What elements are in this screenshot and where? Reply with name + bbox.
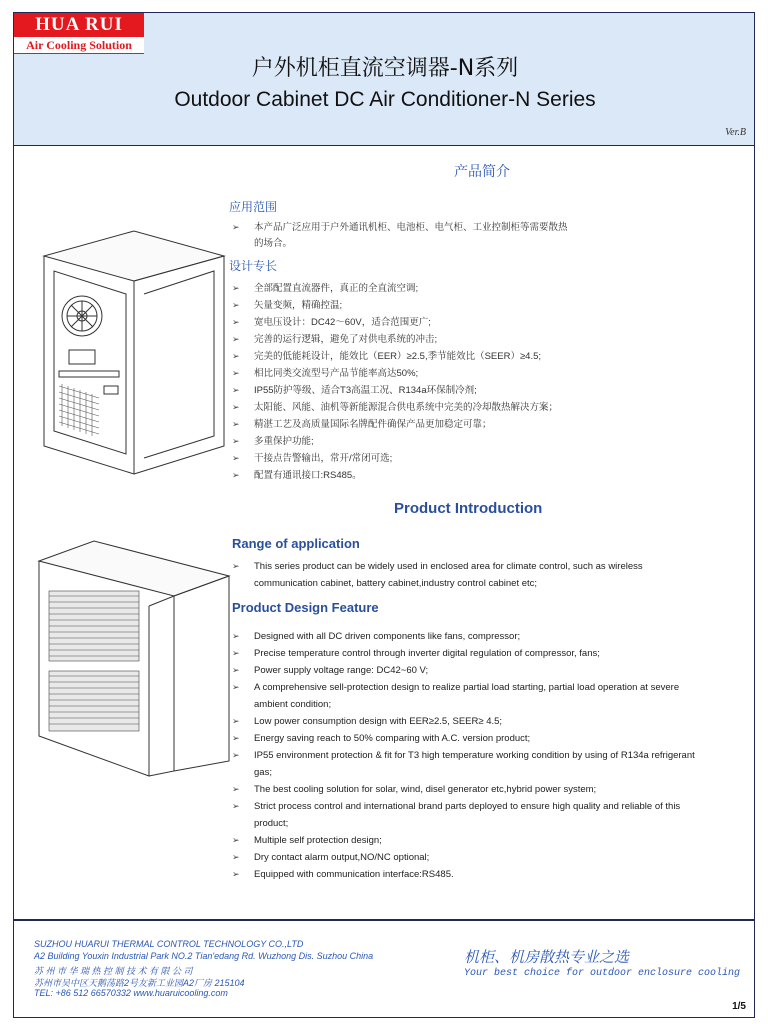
content-area	[13, 146, 755, 920]
bullet-arrow-icon: ➢	[232, 561, 240, 571]
list-item: ➢ Power supply voltage range: DC42~60 V;	[232, 662, 695, 679]
en-feature-list	[232, 628, 695, 883]
bullet-arrow-icon: ➢	[232, 368, 240, 378]
bullet-arrow-icon: ➢	[232, 283, 240, 293]
bullet-arrow-icon: ➢	[232, 300, 240, 310]
footer-company-en: SUZHOU HUARUI THERMAL CONTROL TECHNOLOGY CO.,LTD	[34, 939, 304, 949]
bullet-arrow-icon: ➢	[232, 665, 240, 675]
list-item: ➢ Equipped with communication interface:RS485.	[232, 866, 695, 883]
list-item: ➢ IP55 environment protection & fit for T3 high temperature working condition by using of R134a refrigerant gas;	[232, 747, 695, 781]
list-item: ➢ 太阳能、风能、油机等新能源混合供电系统中完美的冷却散热解决方案；	[232, 399, 558, 416]
bullet-arrow-icon: ➢	[232, 402, 240, 412]
list-item: ➢ 矢量变频，精确控温;	[232, 297, 558, 314]
list-item: ➢ 全部配置直流器件，真正的全直流空调;	[232, 280, 558, 297]
footer	[13, 920, 755, 1018]
en-range-heading: Range of application	[232, 536, 360, 551]
bullet-arrow-icon: ➢	[232, 631, 240, 641]
bullet-arrow-icon: ➢	[232, 801, 240, 811]
version-label: Ver.B	[725, 127, 746, 138]
footer-contact: TEL: +86 512 66570332 www.huaruicooling.com	[34, 988, 228, 998]
list-item: ➢ The best cooling solution for solar, wind, disel generator etc,hybrid power system;	[232, 781, 695, 798]
bullet-arrow-icon: ➢	[232, 222, 240, 232]
list-item: ➢ 干接点告警输出，常开/常闭可选;	[232, 450, 558, 467]
bullet-arrow-icon: ➢	[232, 648, 240, 658]
cabinet-illustration-side	[34, 536, 234, 786]
list-item: ➢ 配置有通讯接口:RS485。	[232, 467, 558, 484]
bullet-arrow-icon: ➢	[232, 385, 240, 395]
en-design-heading: Product Design Feature	[232, 600, 379, 615]
bullet-arrow-icon: ➢	[232, 351, 240, 361]
bullet-arrow-icon: ➢	[232, 750, 240, 760]
list-item: ➢ Low power consumption design with EER≥2.5, SEER≥ 4.5;	[232, 713, 695, 730]
header	[13, 12, 755, 146]
bullet-arrow-icon: ➢	[232, 852, 240, 862]
list-item: ➢ A comprehensive sell-protection design to realize partial load starting, partial load operation at severe ambient condition;	[232, 679, 695, 713]
cn-design-heading: 设计专长	[229, 259, 278, 273]
bullet-arrow-icon: ➢	[232, 682, 240, 692]
footer-company-cn: 苏 州 市 华 瑞 热 控 制 技 术 有 限 公 司	[34, 966, 193, 976]
title-chinese: 户外机柜直流空调器-N系列	[251, 56, 519, 81]
title-english: Outdoor Cabinet DC Air Conditioner-N Series	[174, 88, 596, 111]
bullet-arrow-icon: ➢	[232, 317, 240, 327]
list-item: ➢ IP55防护等级、适合T3高温工况、R134a环保制冷剂;	[232, 382, 558, 399]
list-item: ➢ 精湛工艺及高质量国际名牌配件确保产品更加稳定可靠；	[232, 416, 558, 433]
list-item: ➢ 完善的运行逻辑，避免了对供电系统的冲击;	[232, 331, 558, 348]
cn-range-line2: 的场合。	[254, 238, 293, 249]
bullet-arrow-icon: ➢	[232, 419, 240, 429]
cn-main-heading: 产品简介	[454, 163, 510, 179]
list-item: ➢ 宽电压设计：DC42～60V，适合范围更广;	[232, 314, 558, 331]
en-range-paragraph	[232, 558, 643, 592]
en-main-heading: Product Introduction	[394, 500, 543, 517]
logo-brand: HUA RUI	[14, 13, 144, 37]
bullet-arrow-icon: ➢	[232, 716, 240, 726]
slogan-chinese: 机柜、机房散热专业之选	[464, 948, 630, 966]
cn-range-line1: 本产品广泛应用于户外通讯机柜、电池柜、电气柜、工业控制柜等需要散热	[254, 222, 568, 233]
footer-address-en: A2 Building Youxin Industrial Park NO.2 Tian'edang Rd. Wuzhong Dis. Suzhou China	[34, 951, 374, 961]
list-item: ➢ Dry contact alarm output,NO/NC optional;	[232, 849, 695, 866]
list-item: ➢ Energy saving reach to 50% comparing with A.C. version product;	[232, 730, 695, 747]
logo-tagline: Air Cooling Solution	[14, 37, 144, 54]
cn-feature-list	[232, 280, 558, 484]
list-item: ➢ This series product can be widely used in enclosed area for climate control, such as wireless communication cabinet, battery cabinet,industry control cabinet etc;	[232, 558, 643, 592]
list-item: ➢ 多重保护功能;	[232, 433, 558, 450]
bullet-arrow-icon: ➢	[232, 470, 240, 480]
list-item: ➢ Precise temperature control through inverter digital regulation of compressor, fans;	[232, 645, 695, 662]
bullet-arrow-icon: ➢	[232, 835, 240, 845]
list-item: ➢ 完美的低能耗设计，能效比（EER）≥2.5,季节能效比（SEER）≥4.5;	[232, 348, 558, 365]
bullet-arrow-icon: ➢	[232, 436, 240, 446]
slogan-english: Your best choice for outdoor enclosure cooling	[464, 968, 741, 979]
cn-range-heading: 应用范围	[229, 200, 278, 214]
cabinet-illustration-front	[34, 226, 234, 478]
page-number: 1/5	[732, 1001, 746, 1012]
cn-range-paragraph	[232, 219, 568, 252]
logo	[14, 13, 144, 53]
list-item: ➢ Strict process control and international brand parts deployed to ensure high quality and reliable of this product;	[232, 798, 695, 832]
bullet-arrow-icon: ➢	[232, 453, 240, 463]
list-item: ➢ Multiple self protection design;	[232, 832, 695, 849]
bullet-arrow-icon: ➢	[232, 869, 240, 879]
bullet-arrow-icon: ➢	[232, 334, 240, 344]
bullet-arrow-icon: ➢	[232, 733, 240, 743]
bullet-arrow-icon: ➢	[232, 784, 240, 794]
footer-address-cn: 苏州市吴中区天鹅荡路2号友新工业园A2厂房 215104	[34, 978, 245, 988]
list-item: ➢ Designed with all DC driven components like fans, compressor;	[232, 628, 695, 645]
list-item: ➢ 相比同类交流型号产品节能率高达50%;	[232, 365, 558, 382]
